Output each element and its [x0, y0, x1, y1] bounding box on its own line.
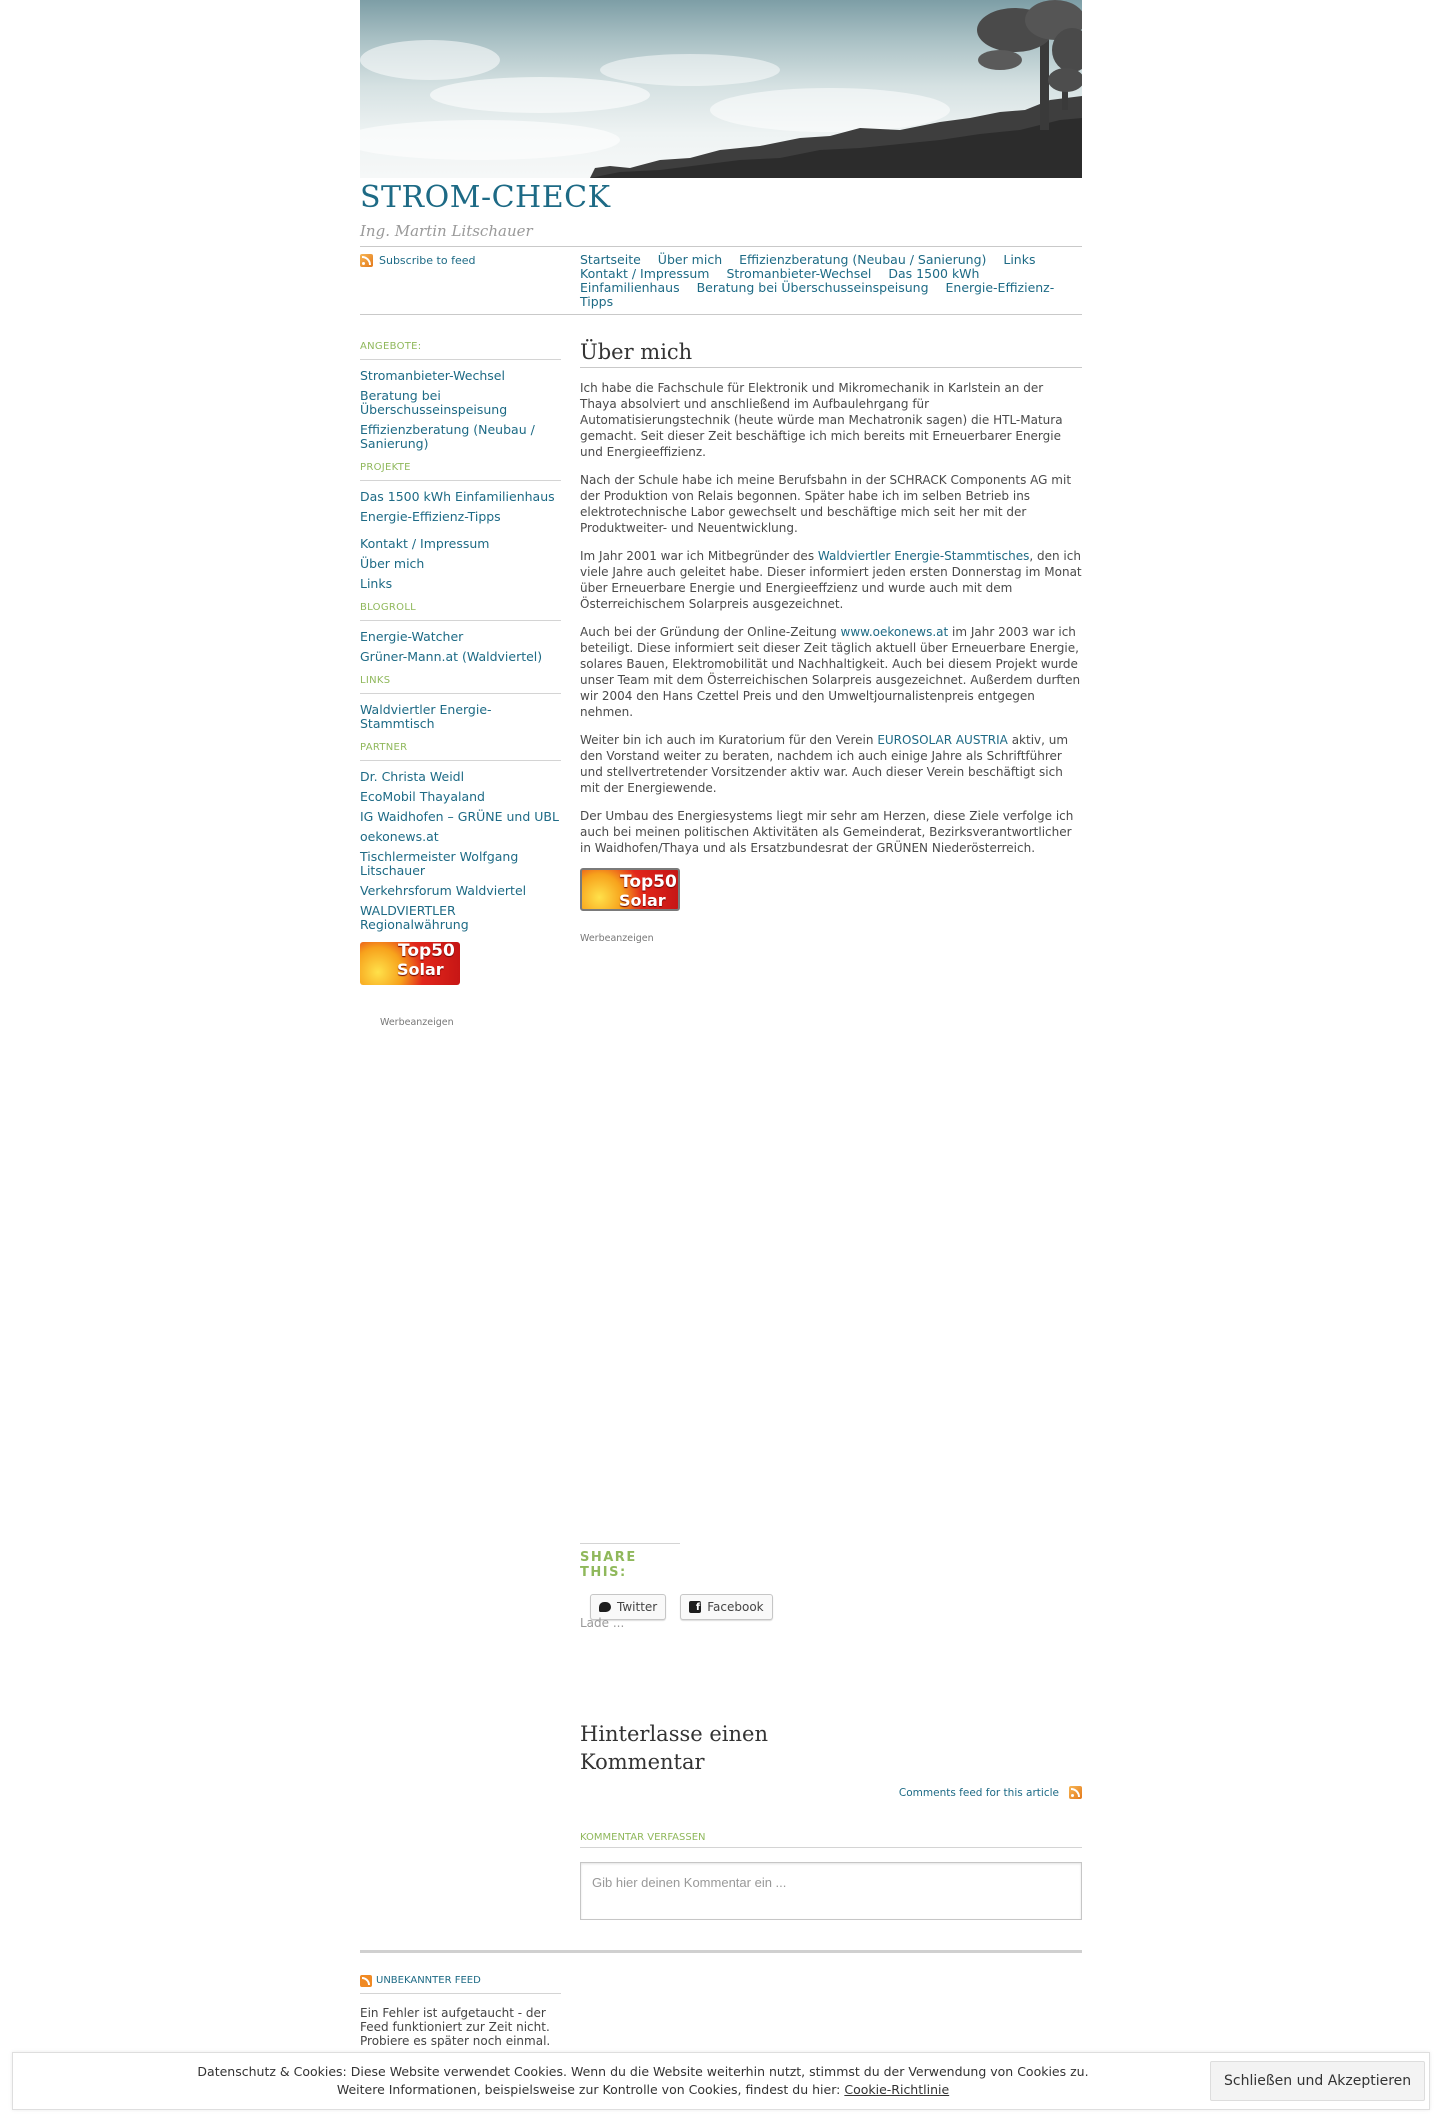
- sidebar-item-energie-watcher[interactable]: Energie-Watcher: [360, 629, 464, 644]
- nav-item-kontakt[interactable]: Kontakt / Impressum: [580, 266, 710, 281]
- sidebar-item-effizienzberatung[interactable]: Effizienzberatung (Neubau / Sanierung): [360, 422, 535, 451]
- sidebar-item-verkehrsforum[interactable]: Verkehrsforum Waldviertel: [360, 883, 527, 898]
- share-section: [580, 1543, 1082, 1630]
- angebote-list: [360, 369, 561, 451]
- sidebar-item-ig-waidhofen[interactable]: IG Waidhofen – GRÜNE und UBL: [360, 809, 559, 824]
- sidebar-item-oekonews[interactable]: oekonews.at: [360, 829, 439, 844]
- post-ads-label: Werbeanzeigen: [580, 933, 654, 944]
- sidebar-item-beratung[interactable]: Beratung bei Überschusseinspeisung: [360, 388, 508, 417]
- nav-item-effizienz-tipps[interactable]: Energie-Effizienz-Tipps: [580, 280, 1055, 309]
- post-paragraph-4: Auch bei der Gründung der Online-Zeitung www.oekonews.at im Jahr 2003 war ich beteiligt. Diese informiert seit dieser Zeit täglich aktuell über Erneuerbare Energie, solares Bauen, Elektromobilität und Nachhaltigkeit. Auch bei diesem Projekt wurde unser Team mit dem Österreichischen Solarpreis ausgezeichnet. Außerdem durften wir 2004 den Hans Czettel Preis und den Umweltjournalistenpreis entgegen nehmen.: [580, 625, 1081, 719]
- post-paragraph-5: Weiter bin ich auch im Kuratorium für den Verein EUROSOLAR AUSTRIA aktiv, um den Vorstand weiter zu beraten, nachdem ich auch einige Jahre als Schriftführer und stellvertretender Vorsitzender aktiv war. Auch dieser Verein beschäftigt sich mit der Energiewende.: [580, 733, 1069, 795]
- twitter-icon: [599, 1602, 611, 1612]
- footer-feed-widget: [360, 1974, 561, 2048]
- sidebar: [360, 340, 561, 1030]
- cookie-policy-link[interactable]: Cookie-Richtlinie: [844, 2082, 950, 2097]
- widget-title-partner: PARTNER: [360, 741, 561, 761]
- facebook-share-button[interactable]: f Facebook: [680, 1594, 772, 1620]
- nav-item-links[interactable]: Links: [1003, 252, 1036, 267]
- blogroll-list: [360, 630, 561, 664]
- partner-list: [360, 770, 561, 932]
- oekonews-link[interactable]: www.oekonews.at: [840, 625, 949, 639]
- compose-title: KOMMENTAR VERFASSEN: [580, 1832, 1082, 1848]
- comments-feed-label[interactable]: Comments feed for this article: [898, 1786, 1059, 1799]
- main-content: [580, 340, 1082, 944]
- header-divider: [360, 246, 1082, 247]
- nav-item-startseite[interactable]: Startseite: [580, 252, 641, 267]
- sidebar-item-kontakt[interactable]: Kontakt / Impressum: [360, 536, 490, 551]
- subscribe-feed-link[interactable]: [360, 254, 475, 267]
- footer-divider: [360, 1950, 1082, 1953]
- feed-error-text: Ein Fehler ist aufgetaucht - der Feed funktioniert zur Zeit nicht. Probiere es später noch einmal.: [360, 2006, 551, 2048]
- comments-feed-link[interactable]: [580, 1786, 1082, 1799]
- nav-item-beratung[interactable]: Beratung bei Überschusseinspeisung: [696, 280, 929, 295]
- energie-stammtisch-link[interactable]: Waldviertler Energie-Stammtisches: [817, 549, 1030, 563]
- share-title: SHARE THIS:: [580, 1543, 680, 1580]
- post-paragraph-6: Der Umbau des Energiesystems liegt mir sehr am Herzen, diese Ziele verfolge ich auch bei meinen politischen Aktivitäten als Gemeinderat, Bezirksverantwortlicher in Waidhofen/Thaya und als Ersatzbundesrat der GRÜNEN Niederösterreich.: [580, 809, 1074, 855]
- post-paragraph-1: Ich habe die Fachschule für Elektronik und Mikromechanik in Karlstein an der Thaya absolviert und anschließend im Aufbaulehrgang für Automatisierungstechnik (heute würde man Mechatronik sagen) die HTL-Matura gemacht. Seit dieser Zeit beschäftige ich mich bereits mit Erneuerbarer Energie und Energieeffizienz.: [580, 381, 1063, 459]
- post-top50-solar-badge[interactable]: Top50 Solar: [580, 868, 680, 911]
- nav-item-effizienzberatung[interactable]: Effizienzberatung (Neubau / Sanierung): [739, 252, 987, 267]
- sidebar-item-tischlermeister[interactable]: Tischlermeister Wolfgang Litschauer: [360, 849, 519, 878]
- site-description: Ing. Martin Litschauer: [360, 222, 533, 240]
- sidebar-item-ecomobil[interactable]: EcoMobil Thayaland: [360, 789, 485, 804]
- nav-item-ueber-mich[interactable]: Über mich: [657, 252, 723, 267]
- nav-divider: [360, 314, 1082, 315]
- comment-placeholder: Gib hier deinen Kommentar ein ...: [592, 1875, 787, 1890]
- sidebar-item-christa-weidl[interactable]: Dr. Christa Weidl: [360, 769, 465, 784]
- cookie-accept-button[interactable]: Schließen und Akzeptieren: [1210, 2061, 1425, 2101]
- rss-icon: [1069, 1786, 1082, 1799]
- sidebar-item-links[interactable]: Links: [360, 576, 393, 591]
- post-title: Über mich: [580, 340, 1082, 368]
- nav-item-stromanbieter[interactable]: Stromanbieter-Wechsel: [726, 266, 872, 281]
- post-paragraph-3: Im Jahr 2001 war ich Mitbegründer des Waldviertler Energie-Stammtisches, den ich viele Jahre auch geleitet habe. Dieser informiert jeden ersten Donnerstag im Monat über Erneuerbare Energie und Energieeffzienz und wurde auch mit dem Österreichischem Solarpreis ausgezeichnet.: [580, 549, 1082, 611]
- links-list: [360, 703, 561, 731]
- landscape-illustration: [360, 0, 1082, 178]
- sidebar-item-stromanbieter[interactable]: Stromanbieter-Wechsel: [360, 368, 505, 383]
- projekte-list: [360, 490, 561, 591]
- unknown-feed-link[interactable]: UNBEKANNTER FEED: [376, 1975, 481, 1986]
- facebook-icon: f: [689, 1601, 701, 1613]
- header-image: [360, 0, 1082, 178]
- cookie-text: Datenschutz & Cookies: Diese Website verwendet Cookies. Wenn du die Website weiterhin nutzt, stimmst du der Verwendung von Cookies zu. Weitere Informationen, beispielsweise zur Kontrolle von Cookies, findest du hier: Cookie-Richtlinie: [197, 2064, 1089, 2097]
- top50-solar-badge[interactable]: Top50 Solar: [360, 942, 460, 985]
- twitter-share-button[interactable]: Twitter: [590, 1594, 666, 1620]
- widget-title-projekte: PROJEKTE: [360, 461, 561, 481]
- cookie-banner: [12, 2052, 1430, 2110]
- site-title[interactable]: STROM-CHECK: [360, 180, 611, 215]
- rss-icon: [360, 1975, 372, 1987]
- widget-title-links: LINKS: [360, 674, 561, 694]
- sidebar-item-energie-stammtisch[interactable]: Waldviertler Energie-Stammtisch: [360, 702, 492, 731]
- comment-title: Hinterlasse einen Kommentar: [580, 1722, 768, 1774]
- eurosolar-link[interactable]: EUROSOLAR AUSTRIA: [877, 733, 1008, 747]
- widget-title-angebote: ANGEBOTE:: [360, 340, 561, 360]
- footer-feed-title: [360, 1974, 561, 1994]
- top-navigation: [580, 253, 1080, 309]
- rss-icon: [360, 254, 373, 267]
- sidebar-item-gruener-mann[interactable]: Grüner-Mann.at (Waldviertel): [360, 649, 543, 664]
- nav-item-1500-kwh[interactable]: Das 1500 kWh Einfamilienhaus: [580, 266, 980, 295]
- sidebar-item-regionalwaehrung[interactable]: WALDVIERTLER Regionalwährung: [360, 903, 469, 932]
- sidebar-item-effizienz-tipps[interactable]: Energie-Effizienz-Tipps: [360, 509, 501, 524]
- post-paragraph-2: Nach der Schule habe ich meine Berufsbahn in der SCHRACK Components AG mit der Produktion von Relais begonnen. Später habe ich im selben Betrieb ins elektrotechnische Labor gewechselt und beschäftige mich seit her mit der Produktweiter- und Neuentwicklung.: [580, 473, 1072, 535]
- comment-input[interactable]: [580, 1862, 1082, 1920]
- subscribe-label[interactable]: Subscribe to feed: [379, 254, 476, 267]
- widget-title-blogroll: BLOGROLL: [360, 601, 561, 621]
- sidebar-item-ueber-mich[interactable]: Über mich: [360, 556, 425, 571]
- sidebar-item-1500-kwh[interactable]: Das 1500 kWh Einfamilienhaus: [360, 489, 555, 504]
- sidebar-ads-label: Werbeanzeigen: [380, 1017, 454, 1028]
- loading-text: Lade ...: [580, 1616, 625, 1630]
